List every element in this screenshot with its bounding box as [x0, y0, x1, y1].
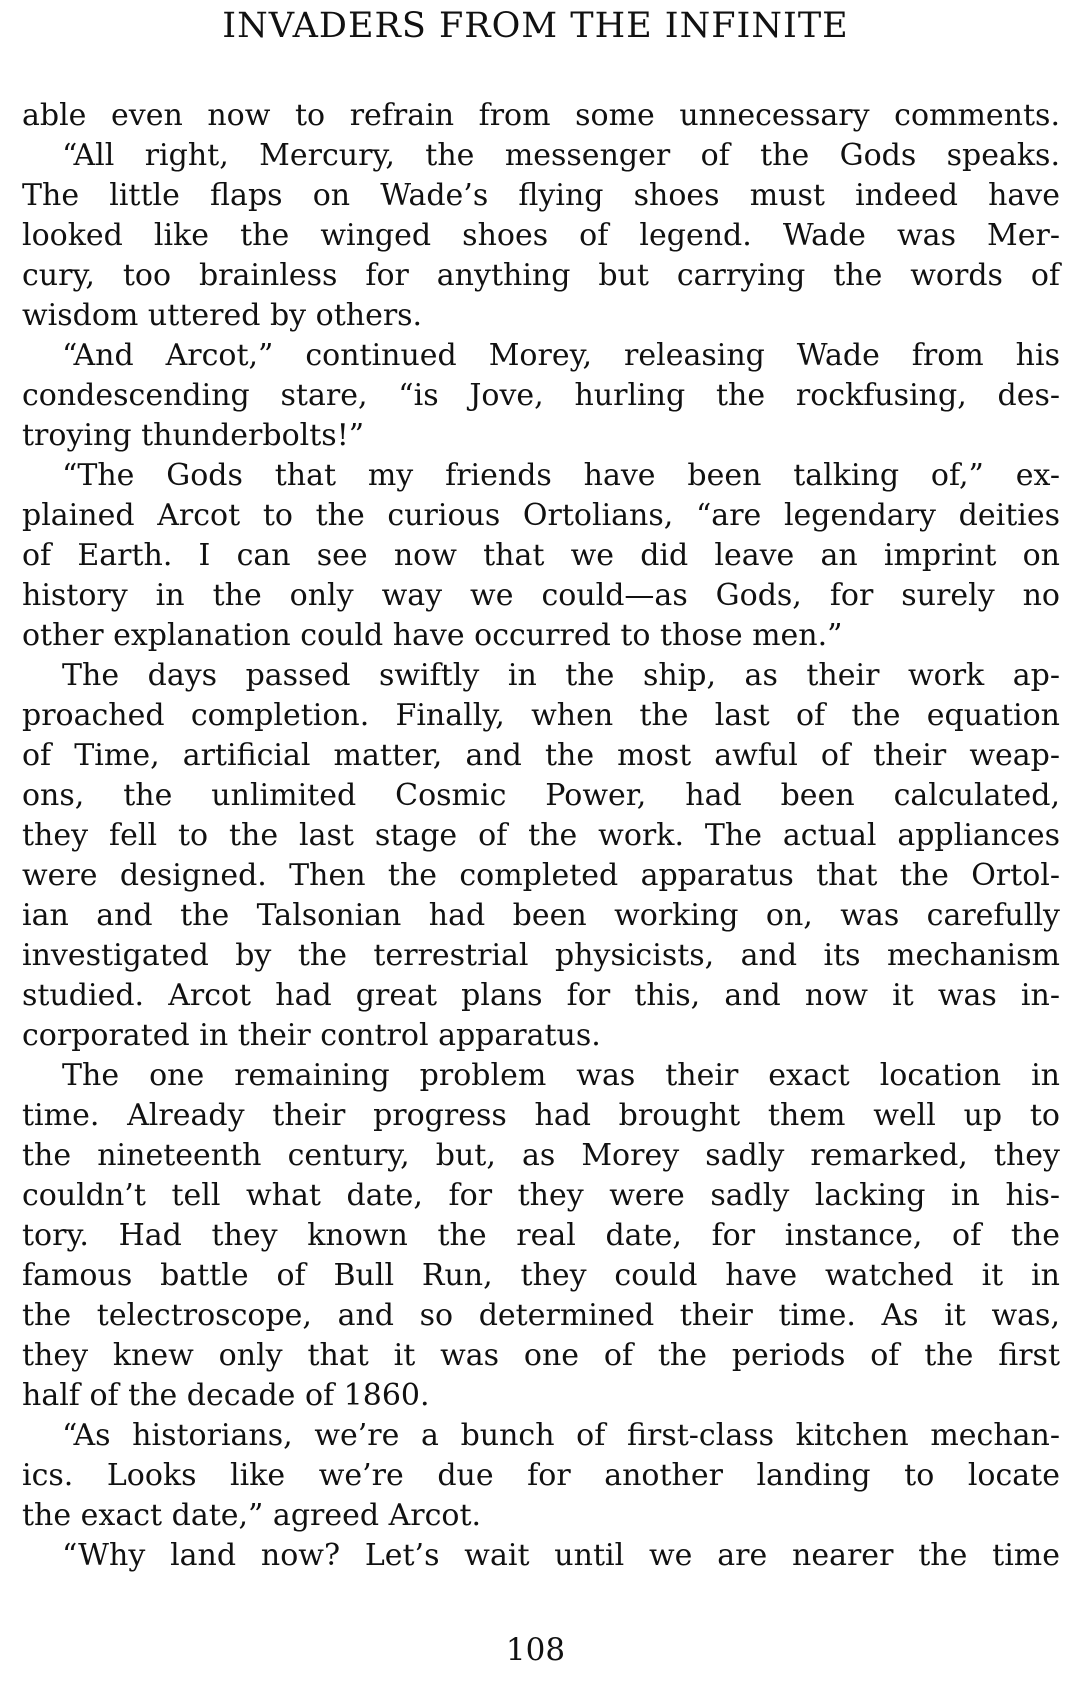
text-line: they knew only that it was one of the periods of the first [22, 1338, 1060, 1373]
text-line: wisdom uttered by others. [22, 298, 423, 333]
text-line: tory. Had they known the real date, for instance, of the [22, 1218, 1060, 1253]
text-line: investigated by the terrestrial physicists, and its mechanism [22, 938, 1060, 973]
running-head-title: INVADERS FROM THE INFINITE [222, 6, 849, 46]
text-line: able even now to refrain from some unnecessary comments. [22, 98, 1060, 133]
text-line: The one remaining problem was their exact location in [62, 1058, 1060, 1093]
text-line: plained Arcot to the curious Ortolians, “are legendary deities [22, 498, 1060, 533]
text-line: studied. Arcot had great plans for this, and now it was in- [22, 978, 1060, 1013]
text-line: “And Arcot,” continued Morey, releasing Wade from his [62, 338, 1060, 373]
text-line: ics. Looks like we’re due for another landing to locate [22, 1458, 1060, 1493]
text-line: they fell to the last stage of the work. The actual appliances [22, 818, 1060, 853]
text-line: troying thunderbolts!” [22, 418, 365, 453]
text-line: other explanation could have occurred to those men.” [22, 618, 843, 653]
text-line: half of the decade of 1860. [22, 1378, 430, 1413]
text-line: the exact date,” agreed Arcot. [22, 1498, 482, 1533]
text-line: “The Gods that my friends have been talking of,” ex- [62, 458, 1060, 493]
text-line: the nineteenth century, but, as Morey sadly remarked, they [22, 1138, 1060, 1173]
text-line: The little flaps on Wade’s flying shoes must indeed have [22, 178, 1060, 213]
text-line: “All right, Mercury, the messenger of the Gods speaks. [62, 138, 1060, 173]
text-line: famous battle of Bull Run, they could have watched it in [22, 1258, 1060, 1293]
page-number: 108 [505, 1632, 566, 1668]
text-line: couldn’t tell what date, for they were sadly lacking in his- [22, 1178, 1060, 1213]
text-line: of Earth. I can see now that we did leave an imprint on [22, 538, 1060, 573]
text-line: looked like the winged shoes of legend. Wade was Mer- [22, 218, 1060, 253]
text-line: corporated in their control apparatus. [22, 1018, 601, 1053]
text-line: the telectroscope, and so determined their time. As it was, [22, 1298, 1060, 1333]
text-line: proached completion. Finally, when the last of the equation [22, 698, 1060, 733]
text-line: “As historians, we’re a bunch of first-class kitchen mechan- [62, 1418, 1060, 1453]
body-text [22, 96, 1060, 1576]
text-line: of Time, artificial matter, and the most awful of their weap- [22, 738, 1060, 773]
text-line: The days passed swiftly in the ship, as their work ap- [62, 658, 1060, 693]
text-line: condescending stare, “is Jove, hurling the rockfusing, des- [22, 378, 1060, 413]
text-line: time. Already their progress had brought them well up to [22, 1098, 1060, 1133]
text-line: “Why land now? Let’s wait until we are nearer the time [62, 1538, 1060, 1573]
text-line: were designed. Then the completed apparatus that the Ortol- [22, 858, 1060, 893]
text-line: history in the only way we could—as Gods, for surely no [22, 578, 1060, 613]
text-line: ian and the Talsonian had been working on, was carefully [22, 898, 1060, 933]
text-line: cury, too brainless for anything but carrying the words of [22, 258, 1060, 293]
text-line: ons, the unlimited Cosmic Power, had been calculated, [22, 778, 1060, 813]
